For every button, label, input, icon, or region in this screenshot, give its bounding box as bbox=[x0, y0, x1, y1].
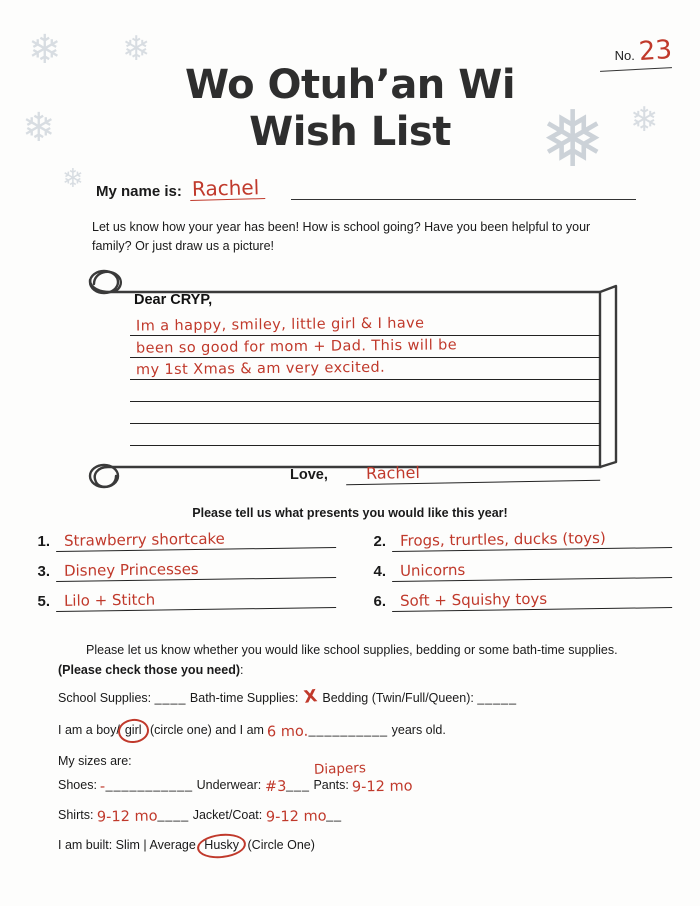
page-title-line1: Wo Otuh’an Wi bbox=[184, 62, 516, 108]
shoes-label: Shoes: bbox=[58, 778, 97, 793]
age-value[interactable]: 6 mo. bbox=[267, 723, 309, 741]
gender-girl-option[interactable]: girl bbox=[120, 723, 147, 739]
gift-number: 6. bbox=[373, 593, 386, 610]
jacket-label: Jacket/Coat: bbox=[192, 808, 263, 823]
sizes-title: My sizes are: bbox=[58, 753, 132, 768]
gift-value[interactable]: Soft + Squishy toys bbox=[392, 588, 672, 612]
letter-line[interactable] bbox=[130, 402, 600, 424]
letter-line-text: been so good for mom + Dad. This will be bbox=[135, 337, 458, 357]
jacket-blank[interactable]: __ bbox=[326, 808, 343, 823]
gift-number: 1. bbox=[37, 533, 50, 550]
sizes-row-2 bbox=[58, 808, 658, 824]
build-row bbox=[58, 838, 658, 854]
name-row bbox=[96, 175, 636, 201]
presents-intro: Please tell us what presents you would like this year! bbox=[192, 506, 508, 520]
name-blank-line[interactable] bbox=[291, 181, 636, 200]
age-blank[interactable]: __________ bbox=[308, 722, 389, 737]
supplies-intro-tail: : bbox=[240, 663, 244, 677]
letter-line-text: Im a happy, smiley, little girl & I have bbox=[135, 315, 425, 335]
page-title-line2: Wish List bbox=[249, 109, 451, 156]
list-item[interactable] bbox=[28, 554, 336, 580]
name-label: My name is: bbox=[96, 183, 182, 200]
snowflake-icon: ❄ bbox=[122, 30, 151, 68]
list-item[interactable] bbox=[28, 524, 336, 550]
underwear-label: Underwear: bbox=[196, 778, 262, 793]
gift-value[interactable]: Frogs, trurtles, ducks (toys) bbox=[392, 528, 672, 552]
letter-line[interactable] bbox=[130, 336, 600, 358]
form-number bbox=[614, 34, 673, 68]
list-item[interactable] bbox=[28, 584, 336, 610]
underwear-value[interactable]: #3 bbox=[264, 779, 287, 796]
snowflake-icon: ❅ bbox=[540, 95, 606, 183]
supplies-form bbox=[58, 688, 658, 868]
letter-signature-row bbox=[130, 462, 600, 483]
snowflake-icon: ❄ bbox=[62, 163, 84, 193]
presents-list bbox=[28, 524, 672, 610]
snowflake-icon: ❄ bbox=[22, 106, 56, 150]
supplies-intro-bold: (Please check those you need) bbox=[58, 663, 241, 677]
shirts-value[interactable]: 9-12 mo bbox=[96, 808, 158, 826]
letter-line[interactable] bbox=[130, 358, 600, 380]
gift-value[interactable]: Unicorns bbox=[392, 558, 672, 582]
letter-signature-value[interactable]: Rachel bbox=[346, 460, 600, 485]
list-item[interactable] bbox=[364, 524, 672, 550]
gift-number: 3. bbox=[37, 563, 50, 580]
gift-number: 2. bbox=[373, 533, 386, 550]
bath-supplies-label: Bath-time Supplies: bbox=[189, 691, 299, 705]
letter-prompt: Let us know how your year has been! How is school going? Have you been helpful to your family? Or just draw us a picture! bbox=[92, 220, 591, 254]
snowflake-icon: ❄ bbox=[28, 28, 62, 72]
gender-mid-text: (circle one) and I am bbox=[150, 722, 264, 737]
list-item[interactable] bbox=[364, 554, 672, 580]
bedding-label: Bedding (Twin/Full/Queen): bbox=[322, 691, 474, 705]
shoes-blank[interactable]: ___________ bbox=[105, 778, 194, 793]
school-supplies-blank[interactable]: ____ bbox=[154, 691, 187, 705]
shirts-label: Shirts: bbox=[58, 808, 94, 823]
gift-number: 4. bbox=[373, 563, 386, 580]
supplies-checkrow bbox=[58, 688, 658, 707]
gift-value[interactable]: Lilo + Stitch bbox=[56, 588, 336, 612]
underwear-note: Diapers bbox=[313, 760, 367, 779]
letter-scroll bbox=[60, 262, 640, 494]
bath-supplies-check[interactable]: X bbox=[302, 686, 319, 708]
bedding-blank[interactable]: _____ bbox=[477, 691, 518, 705]
shirts-blank[interactable]: ____ bbox=[157, 808, 190, 823]
build-prefix: I am built: Slim | Average bbox=[58, 838, 196, 853]
gift-value[interactable]: Strawberry shortcake bbox=[56, 528, 336, 552]
letter-lines bbox=[130, 314, 600, 446]
gift-value[interactable]: Disney Princesses bbox=[56, 558, 336, 582]
form-number-label: No. bbox=[614, 48, 635, 64]
letter-line[interactable] bbox=[130, 424, 600, 446]
list-item[interactable] bbox=[364, 584, 672, 610]
supplies-intro bbox=[58, 640, 648, 680]
jacket-value[interactable]: 9-12 mo bbox=[265, 808, 327, 826]
pants-label: Pants: bbox=[313, 778, 349, 793]
letter-line[interactable] bbox=[130, 314, 600, 336]
snowflake-icon: ❄ bbox=[630, 101, 659, 139]
age-suffix: years old. bbox=[391, 722, 446, 737]
build-suffix: (Circle One) bbox=[247, 838, 315, 853]
gender-prefix: I am a boy/ bbox=[58, 722, 120, 737]
letter-body bbox=[130, 292, 600, 483]
pants-value[interactable]: 9-12 mo bbox=[352, 778, 413, 796]
gift-number: 5. bbox=[37, 593, 50, 610]
letter-love-label: Love, bbox=[290, 467, 328, 483]
shoes-value[interactable]: - bbox=[100, 779, 106, 796]
form-number-value: 23 bbox=[637, 34, 673, 68]
letter-salutation: Dear CRYP, bbox=[134, 292, 213, 308]
letter-line-text: my 1st Xmas & am very excited. bbox=[135, 359, 386, 379]
name-value[interactable]: Rachel bbox=[190, 177, 266, 201]
underwear-blank[interactable]: ___ bbox=[286, 778, 310, 793]
gender-age-row bbox=[58, 723, 658, 739]
school-supplies-label: School Supplies: bbox=[58, 691, 152, 705]
build-husky-option[interactable]: Husky bbox=[199, 838, 244, 854]
letter-line[interactable] bbox=[130, 380, 600, 402]
supplies-intro-text: Please let us know whether you would like school supplies, bedding or some bath-time supplies. bbox=[86, 643, 618, 657]
